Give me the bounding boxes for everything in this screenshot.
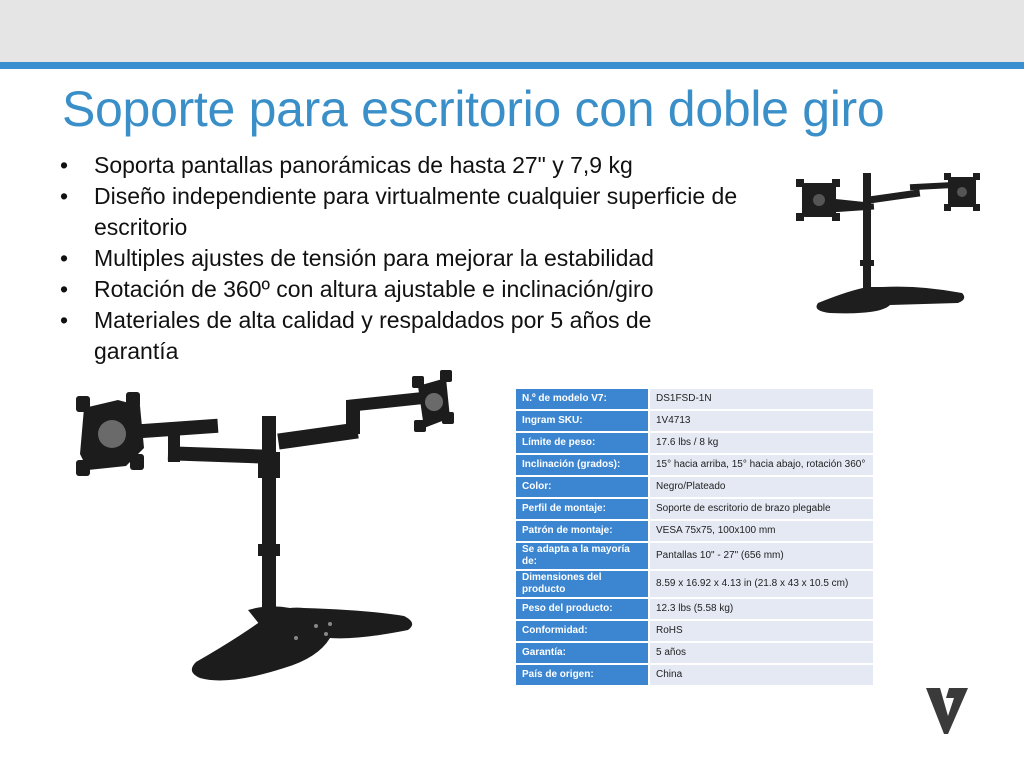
- table-row: [516, 477, 873, 497]
- table-row: [516, 571, 873, 597]
- spec-label: Dimensiones del producto: [516, 571, 648, 597]
- bullet-marker: •: [60, 152, 69, 178]
- spec-label: Color:: [516, 477, 648, 497]
- spec-label: Se adapta a la mayoría de:: [516, 543, 648, 569]
- spec-value: 15° hacia arriba, 15° hacia abajo, rotación 360°: [650, 455, 873, 475]
- table-row: [516, 411, 873, 431]
- spec-value: 1V4713: [650, 411, 873, 431]
- v7-logo-icon: [924, 686, 970, 736]
- feature-item: [60, 181, 740, 243]
- spec-label: Patrón de montaje:: [516, 521, 648, 541]
- table-row: [516, 521, 873, 541]
- spec-value: Soporte de escritorio de brazo plegable: [650, 499, 873, 519]
- spec-label: Límite de peso:: [516, 433, 648, 453]
- dual-monitor-stand-icon: [68, 368, 468, 686]
- feature-item: [60, 305, 740, 367]
- table-row: [516, 433, 873, 453]
- spec-value: Negro/Plateado: [650, 477, 873, 497]
- spec-label: Inclinación (grados):: [516, 455, 648, 475]
- feature-text: Materiales de alta calidad y respaldados por 5 años de garantía: [94, 307, 652, 364]
- feature-item: [60, 150, 740, 181]
- table-row: [516, 621, 873, 641]
- feature-text: Rotación de 360º con altura ajustable e inclinación/giro: [94, 276, 654, 302]
- table-row: [516, 665, 873, 685]
- bullet-marker: •: [60, 245, 69, 271]
- table-row: [516, 499, 873, 519]
- spec-value: 12.3 lbs (5.58 kg): [650, 599, 873, 619]
- slide-title: Soporte para escritorio con doble giro: [62, 81, 885, 137]
- spec-label: Garantía:: [516, 643, 648, 663]
- feature-text: Multiples ajustes de tensión para mejorar la estabilidad: [94, 245, 654, 271]
- spec-value: 8.59 x 16.92 x 4.13 in (21.8 x 43 x 10.5 cm): [650, 571, 873, 597]
- specifications-table: [516, 387, 873, 687]
- header-accent-line: [0, 62, 1024, 69]
- bullet-marker: •: [60, 183, 69, 209]
- spec-label: Perfil de montaje:: [516, 499, 648, 519]
- spec-value: Pantallas 10" - 27" (656 mm): [650, 543, 873, 569]
- bullet-marker: •: [60, 307, 69, 333]
- spec-label: Peso del producto:: [516, 599, 648, 619]
- feature-item: [60, 274, 740, 305]
- spec-value: DS1FSD-1N: [650, 389, 873, 409]
- bullet-marker: •: [60, 276, 69, 302]
- spec-value: 17.6 lbs / 8 kg: [650, 433, 873, 453]
- spec-value: VESA 75x75, 100x100 mm: [650, 521, 873, 541]
- feature-list: [60, 150, 740, 367]
- spec-value: China: [650, 665, 873, 685]
- feature-text: Soporta pantallas panorámicas de hasta 27" y 7,9 kg: [94, 152, 633, 178]
- table-row: [516, 389, 873, 409]
- dual-monitor-stand-icon: [790, 165, 990, 325]
- table-row: [516, 543, 873, 569]
- table-row: [516, 599, 873, 619]
- table-row: [516, 455, 873, 475]
- spec-value: 5 años: [650, 643, 873, 663]
- header-band: [0, 0, 1024, 62]
- spec-label: N.º de modelo V7:: [516, 389, 648, 409]
- spec-value: RoHS: [650, 621, 873, 641]
- feature-item: [60, 243, 740, 274]
- spec-label: Conformidad:: [516, 621, 648, 641]
- feature-text: Diseño independiente para virtualmente cualquier superficie de escritorio: [94, 183, 738, 240]
- table-row: [516, 643, 873, 663]
- spec-label: País de origen:: [516, 665, 648, 685]
- spec-label: Ingram SKU:: [516, 411, 648, 431]
